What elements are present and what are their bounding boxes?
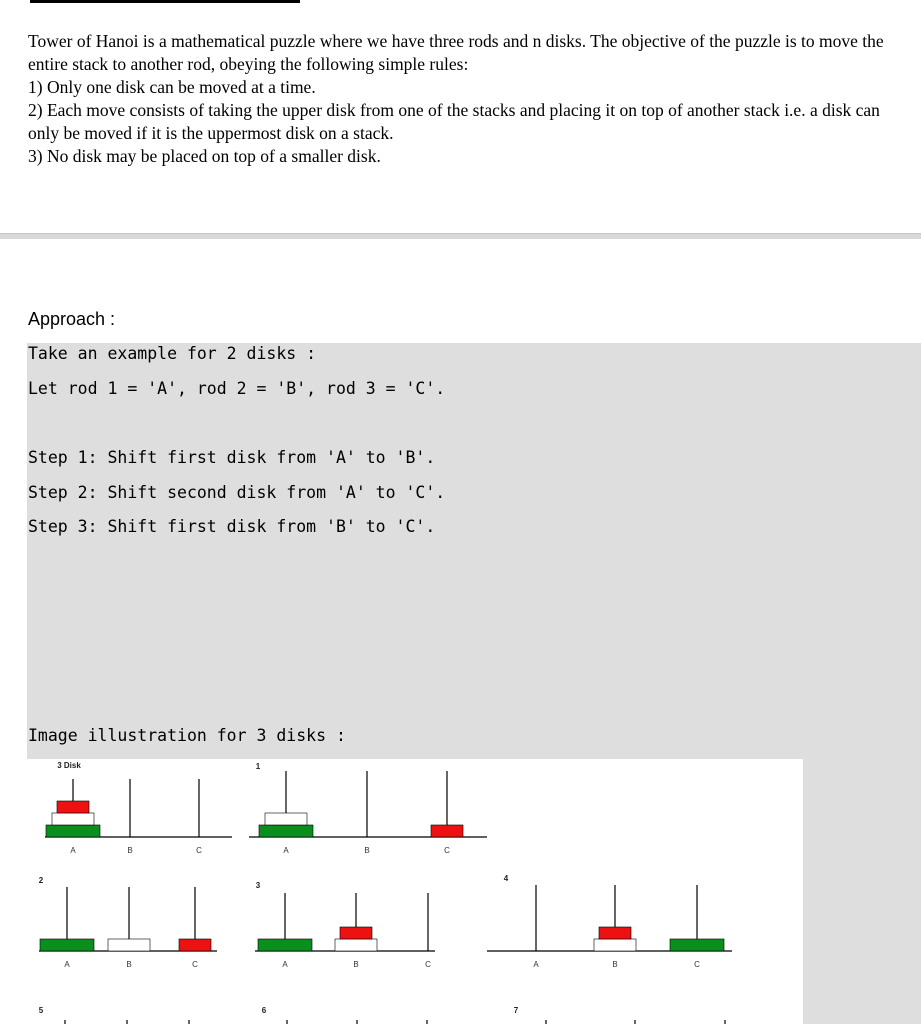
step-number-6: 6 bbox=[261, 1006, 267, 1015]
panel-4-disk bbox=[335, 939, 377, 951]
intro-paragraph: Tower of Hanoi is a mathematical puzzle where we have three rods and n disks. The objective of the puzzle is to move the entire stack to another rod, obeying the following simple rules: bbox=[28, 31, 884, 74]
panel-2-label-A: A bbox=[283, 846, 289, 855]
panel-5-label-B: B bbox=[612, 960, 618, 969]
panel-1-disk bbox=[52, 813, 94, 825]
illustration-header: 3 Disk bbox=[57, 761, 81, 770]
panel-2-disk bbox=[259, 825, 313, 837]
panel-5-label-C: C bbox=[694, 960, 700, 969]
panel-1-label-C: C bbox=[196, 846, 202, 855]
panel-1-disk bbox=[57, 801, 89, 813]
panel-4-disk bbox=[340, 927, 372, 939]
panel-2-label-C: C bbox=[444, 846, 450, 855]
top-rule bbox=[30, 0, 300, 3]
code-line-step-1: Step 1: Shift first disk from 'A' to 'B'. bbox=[28, 448, 436, 467]
panel-2-label-B: B bbox=[364, 846, 370, 855]
panel-3-disk bbox=[40, 939, 94, 951]
code-line-step-3: Step 3: Shift first disk from 'B' to 'C'. bbox=[28, 517, 436, 536]
approach-heading: Approach : bbox=[28, 309, 116, 329]
panel-3-label-B: B bbox=[126, 960, 132, 969]
hanoi-diagram bbox=[27, 759, 803, 1024]
panel-2-disk bbox=[265, 813, 307, 825]
panel-5-label-A: A bbox=[533, 960, 539, 969]
panel-1-disk bbox=[46, 825, 100, 837]
panel-5-disk bbox=[594, 939, 636, 951]
panel-5-disk bbox=[599, 927, 631, 939]
step-number-4: 4 bbox=[503, 874, 509, 883]
panel-3-label-C: C bbox=[192, 960, 198, 969]
panel-2-disk bbox=[431, 825, 463, 837]
code-line-example: Take an example for 2 disks : bbox=[28, 344, 317, 363]
panel-1-label-A: A bbox=[70, 846, 76, 855]
rule-3: 3) No disk may be placed on top of a smaller disk. bbox=[28, 146, 381, 166]
step-number-2: 2 bbox=[38, 876, 44, 885]
rule-2: 2) Each move consists of taking the upper disk from one of the stacks and placing it on top of another stack i.e. a disk can only be moved if it is the uppermost disk on a stack. bbox=[28, 100, 880, 143]
step-number-7: 7 bbox=[513, 1006, 519, 1015]
step-number-5: 5 bbox=[38, 1006, 44, 1015]
panel-3-disk bbox=[179, 939, 211, 951]
code-line-illustration: Image illustration for 3 disks : bbox=[28, 726, 346, 745]
panel-4-disk bbox=[258, 939, 312, 951]
code-block bbox=[27, 343, 921, 1024]
panel-1-label-B: B bbox=[127, 846, 133, 855]
panel-3-label-A: A bbox=[64, 960, 70, 969]
panel-4-label-B: B bbox=[353, 960, 359, 969]
panel-5-disk bbox=[670, 939, 724, 951]
panel-4-label-A: A bbox=[282, 960, 288, 969]
section-divider bbox=[0, 233, 921, 239]
hanoi-illustration bbox=[27, 759, 803, 1024]
intro-section bbox=[28, 30, 908, 168]
step-number-1: 1 bbox=[255, 762, 261, 771]
code-line-step-2: Step 2: Shift second disk from 'A' to 'C'. bbox=[28, 483, 446, 502]
step-number-3: 3 bbox=[255, 881, 261, 890]
rule-1: 1) Only one disk can be moved at a time. bbox=[28, 77, 316, 97]
panel-3-disk bbox=[108, 939, 150, 951]
code-line-rods: Let rod 1 = 'A', rod 2 = 'B', rod 3 = 'C'. bbox=[28, 379, 446, 398]
panel-4-label-C: C bbox=[425, 960, 431, 969]
